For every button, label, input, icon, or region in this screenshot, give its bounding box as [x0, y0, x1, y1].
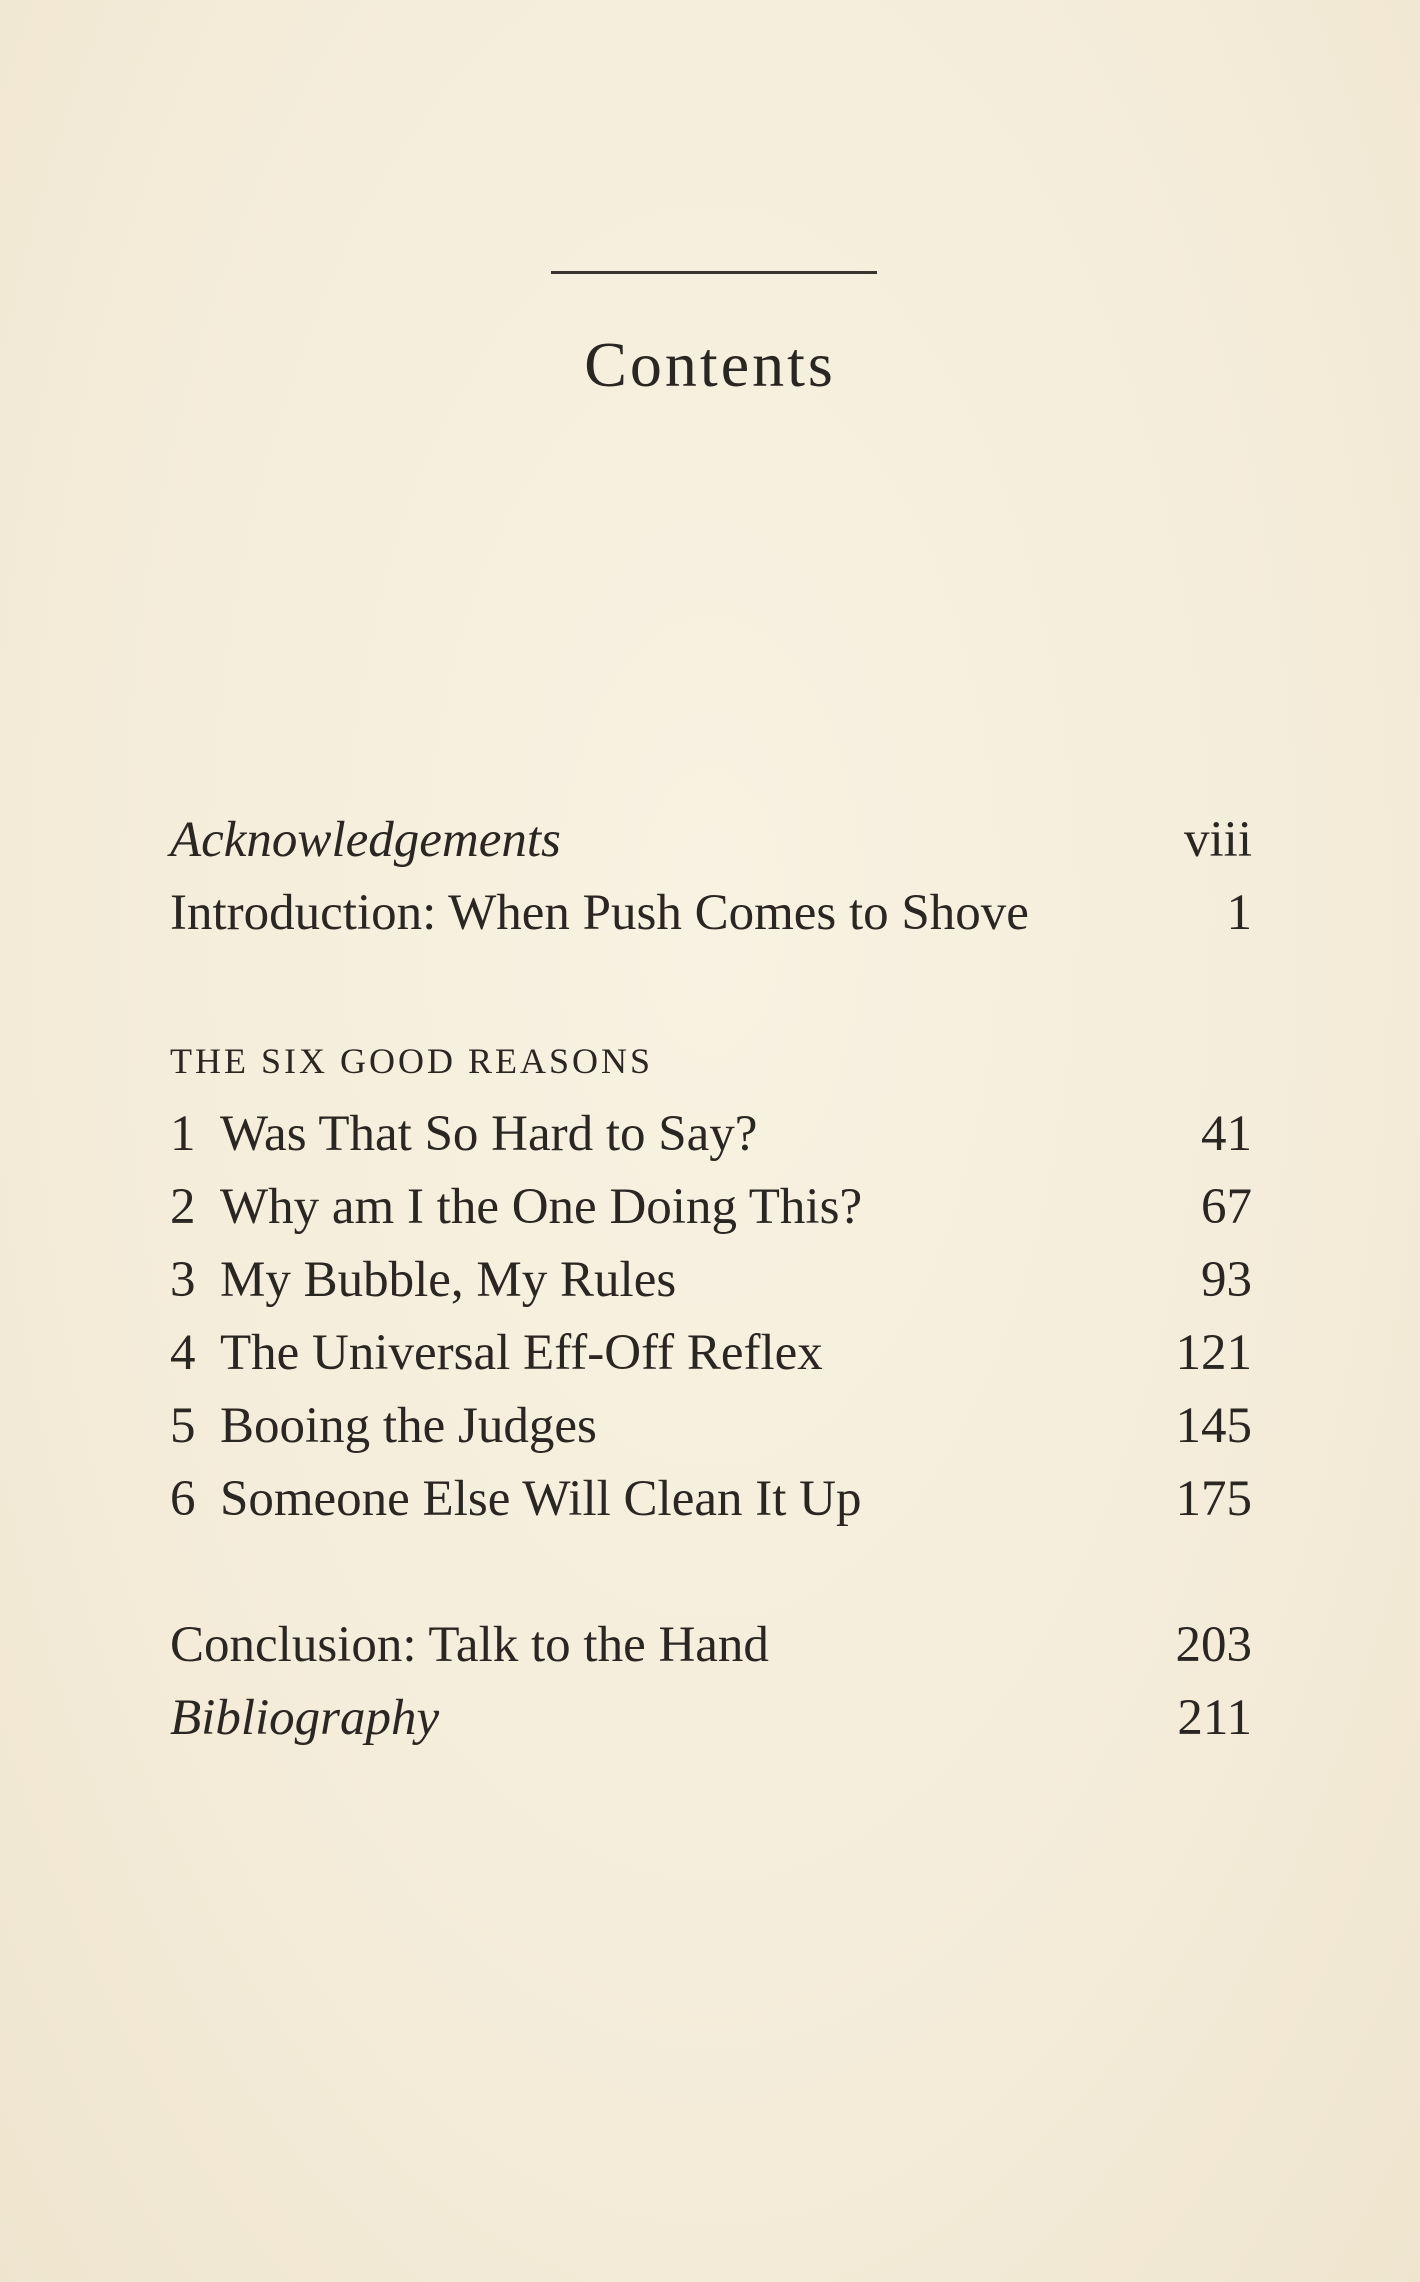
toc-entry-page: 1 — [1226, 885, 1252, 941]
toc-entry-bibliography — [170, 1682, 1252, 1754]
toc-chapter-1 — [170, 1098, 1252, 1170]
toc-entry-introduction — [170, 877, 1252, 949]
chapter-title: Booing the Judges — [220, 1398, 597, 1454]
chapter-number: 2 — [170, 1179, 196, 1235]
toc-entry-page: 67 — [1201, 1179, 1252, 1235]
chapter-number: 4 — [170, 1325, 196, 1381]
toc-entry-label: Acknowledgements — [170, 812, 561, 868]
chapter-title: Was That So Hard to Say? — [220, 1106, 758, 1162]
toc-entry-page: viii — [1183, 812, 1252, 868]
toc-entry-label: Introduction: When Push Comes to Shove — [170, 885, 1029, 941]
toc-chapter-3 — [170, 1244, 1252, 1316]
toc-entry-label: Bibliography — [170, 1690, 440, 1746]
toc-chapter-2 — [170, 1171, 1252, 1243]
chapter-number: 1 — [170, 1106, 196, 1162]
chapter-number: 5 — [170, 1398, 196, 1454]
toc-entry-page: 203 — [1175, 1617, 1252, 1673]
toc-entry-page: 121 — [1175, 1325, 1252, 1381]
toc-entry-label: Conclusion: Talk to the Hand — [170, 1617, 769, 1673]
toc-entry-acknowledgements — [170, 804, 1252, 876]
chapter-number: 3 — [170, 1252, 196, 1308]
toc-entry-page: 145 — [1175, 1398, 1252, 1454]
chapter-title: My Bubble, My Rules — [220, 1252, 677, 1308]
chapter-title: Why am I the One Doing This? — [220, 1179, 863, 1235]
title-rule — [551, 271, 877, 274]
toc-entry-page: 211 — [1177, 1690, 1252, 1746]
section-heading: THE SIX GOOD REASONS — [170, 1041, 654, 1081]
page-title: Contents — [584, 329, 836, 400]
toc-entry-conclusion — [170, 1609, 1252, 1681]
chapter-number: 6 — [170, 1471, 196, 1527]
toc-entry-page: 175 — [1175, 1471, 1252, 1527]
toc-chapter-5 — [170, 1390, 1252, 1462]
toc-chapter-6 — [170, 1463, 1252, 1535]
chapter-title: Someone Else Will Clean It Up — [220, 1471, 862, 1527]
toc-entry-page: 93 — [1201, 1252, 1252, 1308]
toc-entry-page: 41 — [1201, 1106, 1252, 1162]
chapter-title: The Universal Eff-Off Reflex — [220, 1325, 823, 1381]
toc-chapter-4 — [170, 1317, 1252, 1389]
